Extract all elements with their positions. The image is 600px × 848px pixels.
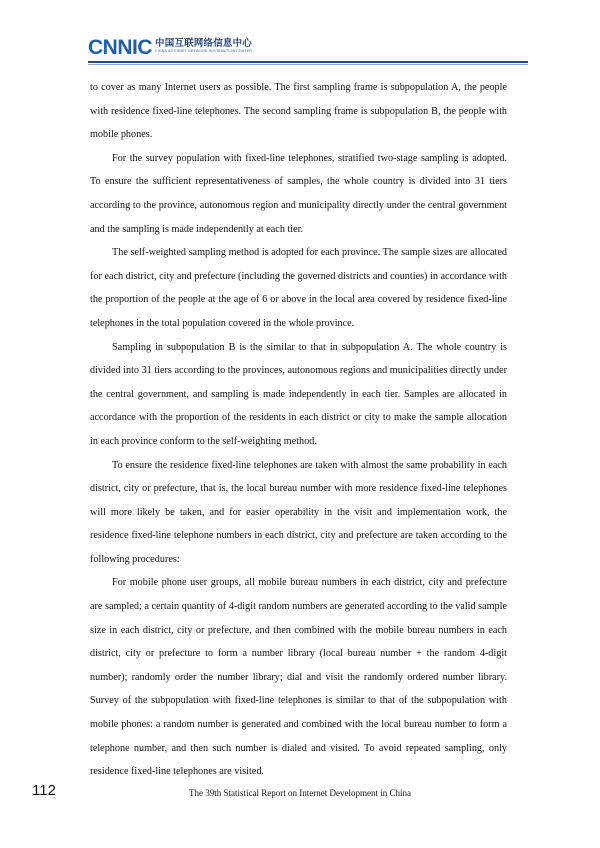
logo-chinese-name: 中国互联网络信息中心	[155, 38, 253, 49]
logo-mark: CNNIC	[88, 36, 152, 59]
paragraph-5: To ensure the residence fixed-line telephones are taken with almost the same probability in each district, city or prefecture, that is, the local bureau number with more residence fixed-line telephones will more likely be taken, and for easier operability in the visit and implementation work, the residence fixed-line telephone numbers in each district, city and prefecture are taken according to the following procedures:	[90, 459, 507, 565]
logo-text	[155, 38, 252, 54]
paragraph-4: Sampling in subpopulation B is the similar to that in subpopulation A. The whole country is divided into 31 tiers according to the provinces, autonomous regions and municipalities directly under the central government, and sampling is made independently in each tier. Samples are allocated in accordance with the proportion of the residents in each district or city to make the sample allocation in each province conform to the self-weighting method.	[90, 341, 507, 447]
header-rule-thin	[88, 64, 528, 65]
page-header	[88, 38, 528, 64]
footer-report-title: The 39th Statistical Report on Internet Development in China	[189, 788, 411, 798]
paragraph-3: The self-weighted sampling method is adopted for each province. The sample sizes are allocated for each district, city and prefecture (including the governed districts and counties) in accordance with the proportion of the people at the age of 6 or above in the local area covered by residence fixed-line telephones in the total population covered in the whole province.	[90, 247, 507, 329]
body-text	[90, 76, 507, 784]
paragraph-6: For mobile phone user groups, all mobile bureau numbers in each district, city and prefecture are sampled; a certain quantity of 4-digit random numbers are generated according to the valid sample size in each district, city or prefecture, and then combined with the mobile bureau numbers in each district, city or prefecture to form a number library (local bureau number + the random 4-digit number); randomly order the number library; dial and visit the randomly ordered number library. Survey of the subpopulation with fixed-line telephones is similar to that of the subpopulation with mobile phones: a random number is generated and combined with the local bureau number to form a telephone number, and then such number is dialed and visited. To avoid repeated sampling, only residence fixed-line telephones are visited.	[90, 577, 507, 778]
page-number: 112	[32, 782, 56, 799]
cnnic-logo	[88, 38, 252, 60]
logo-english-name: CHINA INTERNET NETWORK INFORMATION CENTER	[155, 49, 253, 53]
paragraph-2: For the survey population with fixed-line telephones, stratified two-stage sampling is adopted. To ensure the sufficient representativeness of samples, the whole country is divided into 31 tiers according to the province, autonomous region and municipality directly under the central government and the sampling is made independently at each tier.	[90, 152, 507, 235]
paragraph-1: to cover as many Internet users as possible. The first sampling frame is subpopulation A, the people with residence fixed-line telephones. The second sampling frame is subpopulation B, the people with mobile phones.	[90, 82, 507, 141]
header-rule	[88, 61, 528, 63]
